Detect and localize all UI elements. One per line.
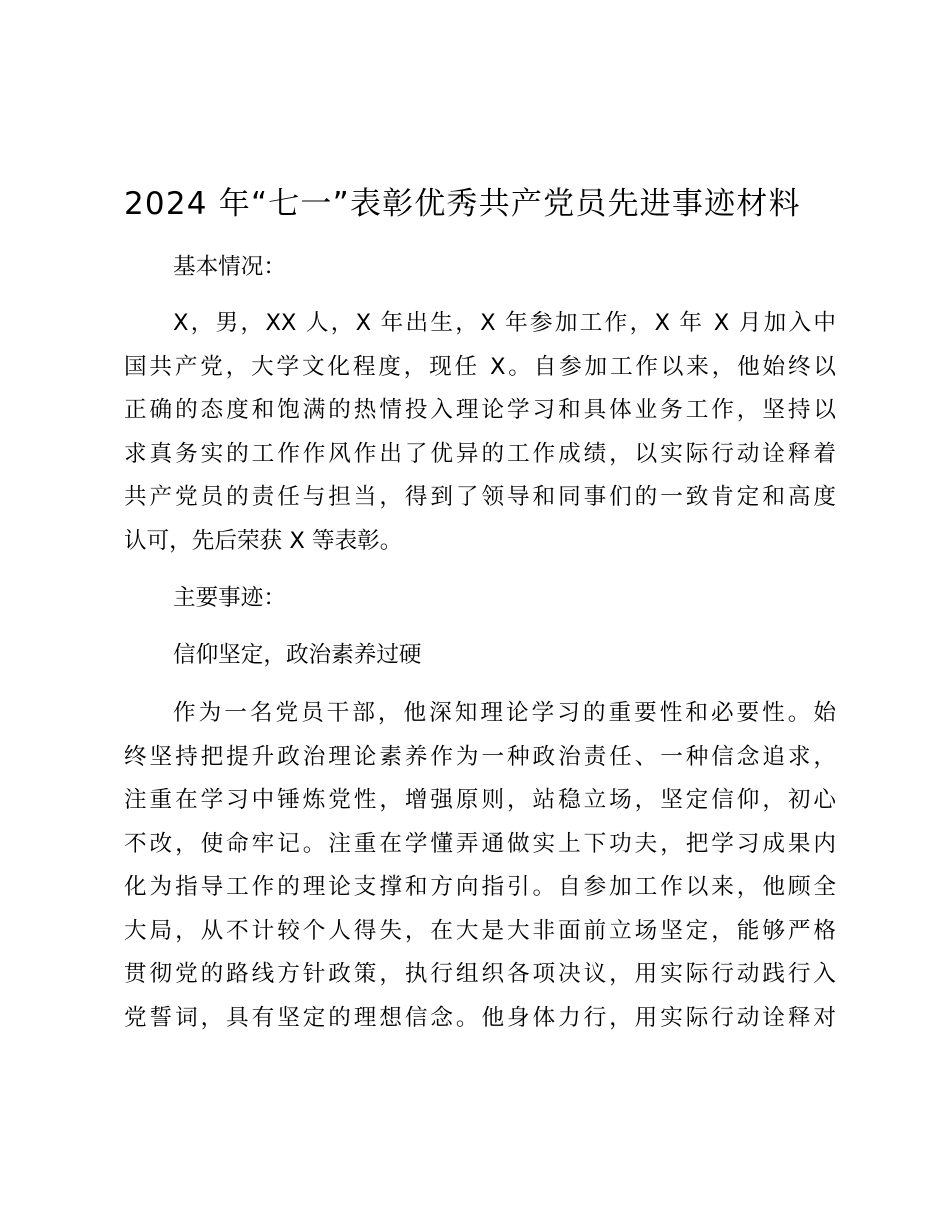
paragraph-line: 共产党员的责任与担当，得到了领导和同事们的一致肯定和高度 <box>124 484 836 510</box>
paragraph-line: 认可，先后荣获 X 等表彰。 <box>124 527 403 554</box>
paragraph-line: 化为指导工作的理论支撑和方向指引。自参加工作以来，他顾全 <box>124 874 836 900</box>
paragraph-line: 党誓词，具有坚定的理想信念。他身体力行，用实际行动诠释对 <box>124 1004 836 1031</box>
paragraph-line: 大局，从不计较个人得失，在大是大非面前立场坚定，能够严格 <box>124 917 836 944</box>
document-title: 2024 年“七一”表彰优秀共产党员先进事迹材料 <box>124 186 801 222</box>
paragraph-line: 贯彻党的路线方针政策，执行组织各项决议，用实际行动践行入 <box>124 961 836 987</box>
paragraph-line: 不改，使命牢记。注重在学懂弄通做实上下功夫，把学习成果内 <box>124 830 836 857</box>
section-subheading: 信仰坚定，政治素养过硬 <box>173 642 422 668</box>
paragraph-line: 国共产党，大学文化程度，现任 X。自参加工作以来，他始终以 <box>124 353 836 380</box>
main-deeds-heading: 主要事迹： <box>173 585 286 611</box>
paragraph-line: X，男，XX 人，X 年出生，X 年参加工作，X 年 X 月加入中 <box>173 310 836 336</box>
basic-info-paragraph <box>124 302 836 563</box>
paragraph-line: 终坚持把提升政治理论素养作为一种政治责任、一种信念追求， <box>124 743 836 770</box>
paragraph-line: 求真务实的工作作风作出了优异的工作成绩，以实际行动诠释着 <box>124 440 836 467</box>
paragraph-line: 正确的态度和饱满的热情投入理论学习和具体业务工作，坚持以 <box>124 397 836 423</box>
main-deeds-paragraph <box>124 692 836 1040</box>
paragraph-line: 注重在学习中锤炼党性，增强原则，站稳立场，坚定信仰，初心 <box>124 787 836 813</box>
basic-info-heading: 基本情况： <box>173 254 286 280</box>
paragraph-line: 作为一名党员干部，他深知理论学习的重要性和必要性。始 <box>173 700 836 726</box>
